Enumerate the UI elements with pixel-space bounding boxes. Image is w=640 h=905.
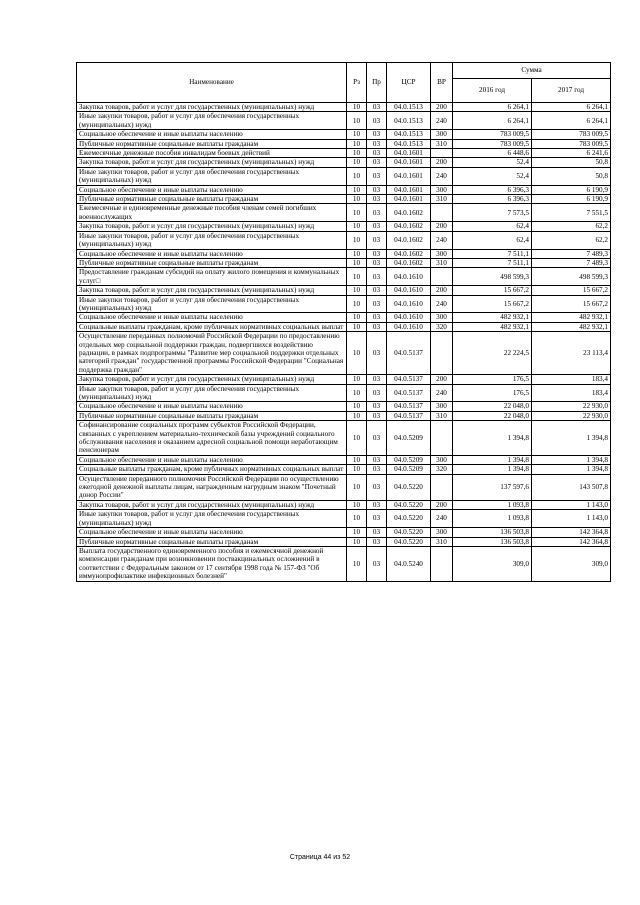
table-body [77, 103, 611, 582]
cell-pr: 03 [367, 286, 387, 295]
cell-vr: 240 [431, 384, 453, 402]
cell-sum-2017: 23 113,4 [532, 332, 611, 375]
cell-rz: 10 [347, 231, 367, 249]
cell-pr: 03 [367, 112, 387, 130]
cell-sum-2017: 15 667,2 [532, 286, 611, 295]
cell-csr: 04.0.1602 [387, 249, 431, 258]
header-sum: Сумма [453, 63, 611, 79]
table-row [77, 465, 611, 474]
cell-rz: 10 [347, 465, 367, 474]
cell-sum-2017: 6 264,1 [532, 103, 611, 112]
table-row [77, 231, 611, 249]
cell-sum-2017: 783 009,5 [532, 130, 611, 139]
cell-sum-2016: 176,5 [453, 384, 532, 402]
cell-vr [431, 474, 453, 500]
cell-rz: 10 [347, 139, 367, 148]
cell-sum-2016: 22 224,5 [453, 332, 532, 375]
cell-vr [431, 421, 453, 456]
cell-vr: 310 [431, 258, 453, 267]
cell-rz: 10 [347, 158, 367, 167]
cell-vr: 200 [431, 500, 453, 509]
cell-pr: 03 [367, 149, 387, 158]
cell-vr: 200 [431, 286, 453, 295]
cell-csr: 04.0.1513 [387, 130, 431, 139]
cell-pr: 03 [367, 375, 387, 384]
cell-name: Осуществление переданных полномочий Российской Федерации по предоставлению отдельных мер социальной поддержки граждан, подвергшихся воздействию радиации, в рамках подпрограммы "Развитие мер социальной поддержки отдельных категорий граждан" государственной программы Российской Федерации "Социальная поддержка граждан" [77, 332, 347, 375]
header-name: Наименование [77, 63, 347, 103]
cell-vr: 240 [431, 510, 453, 528]
header-pr: Пр [367, 63, 387, 103]
cell-sum-2017: 783 009,5 [532, 139, 611, 148]
cell-rz: 10 [347, 222, 367, 231]
table-row [77, 167, 611, 185]
table-row [77, 103, 611, 112]
cell-csr: 04.0.1601 [387, 167, 431, 185]
budget-table [76, 62, 611, 582]
cell-sum-2017: 50,8 [532, 167, 611, 185]
cell-rz: 10 [347, 103, 367, 112]
table-row [77, 411, 611, 420]
cell-name: Закупка товаров, работ и услуг для государственных (муниципальных) нужд [77, 158, 347, 167]
cell-csr: 04.0.5240 [387, 546, 431, 581]
cell-csr: 04.0.1513 [387, 112, 431, 130]
table-row [77, 158, 611, 167]
cell-sum-2016: 176,5 [453, 375, 532, 384]
cell-sum-2017: 6 264,1 [532, 112, 611, 130]
cell-name: Публичные нормативные социальные выплаты гражданам [77, 195, 347, 204]
cell-sum-2016: 22 048,0 [453, 411, 532, 420]
cell-csr: 04.0.1610 [387, 322, 431, 331]
cell-rz: 10 [347, 510, 367, 528]
cell-sum-2016: 482 932,1 [453, 313, 532, 322]
cell-csr: 04.0.1602 [387, 204, 431, 222]
cell-pr: 03 [367, 268, 387, 286]
cell-rz: 10 [347, 375, 367, 384]
cell-name: Социальное обеспечение и иные выплаты населению [77, 455, 347, 464]
cell-csr: 04.0.1601 [387, 158, 431, 167]
cell-sum-2017: 482 932,1 [532, 322, 611, 331]
cell-sum-2017: 142 364,8 [532, 528, 611, 537]
cell-rz: 10 [347, 384, 367, 402]
table-row [77, 139, 611, 148]
cell-sum-2017: 498 599,3 [532, 268, 611, 286]
cell-name: Закупка товаров, работ и услуг для государственных (муниципальных) нужд [77, 500, 347, 509]
cell-sum-2017: 62,2 [532, 231, 611, 249]
cell-csr: 04.0.1610 [387, 268, 431, 286]
cell-sum-2017: 7 489,3 [532, 258, 611, 267]
cell-vr: 300 [431, 185, 453, 194]
table-row [77, 322, 611, 331]
cell-rz: 10 [347, 402, 367, 411]
cell-rz: 10 [347, 528, 367, 537]
cell-sum-2016: 6 264,1 [453, 103, 532, 112]
cell-sum-2017: 1 394,8 [532, 421, 611, 456]
cell-rz: 10 [347, 130, 367, 139]
table-row [77, 112, 611, 130]
cell-sum-2017: 7 489,3 [532, 249, 611, 258]
cell-sum-2017: 183,4 [532, 375, 611, 384]
table-row [77, 313, 611, 322]
cell-csr: 04.0.1601 [387, 195, 431, 204]
cell-sum-2017: 50,8 [532, 158, 611, 167]
header-csr: ЦСР [387, 63, 431, 103]
cell-vr: 240 [431, 295, 453, 313]
cell-rz: 10 [347, 149, 367, 158]
cell-pr: 03 [367, 474, 387, 500]
cell-vr: 300 [431, 455, 453, 464]
cell-sum-2017: 1 143,0 [532, 500, 611, 509]
cell-rz: 10 [347, 268, 367, 286]
cell-sum-2016: 7 511,1 [453, 258, 532, 267]
cell-sum-2017: 62,2 [532, 222, 611, 231]
cell-rz: 10 [347, 195, 367, 204]
table-row [77, 546, 611, 581]
cell-sum-2016: 6 264,1 [453, 112, 532, 130]
cell-rz: 10 [347, 332, 367, 375]
cell-rz: 10 [347, 411, 367, 420]
cell-sum-2016: 52,4 [453, 167, 532, 185]
cell-vr: 310 [431, 537, 453, 546]
cell-csr: 04.0.5220 [387, 528, 431, 537]
cell-vr: 300 [431, 402, 453, 411]
cell-csr: 04.0.5209 [387, 455, 431, 464]
cell-sum-2016: 137 597,6 [453, 474, 532, 500]
cell-vr: 320 [431, 322, 453, 331]
cell-csr: 04.0.1610 [387, 286, 431, 295]
cell-csr: 04.0.5209 [387, 421, 431, 456]
header-rz: Рз [347, 63, 367, 103]
cell-name: Иные закупки товаров, работ и услуг для обеспечения государственных (муниципальных) нужд [77, 384, 347, 402]
header-year-2017: 2017 год [532, 79, 611, 103]
cell-csr: 04.0.1601 [387, 149, 431, 158]
cell-vr: 320 [431, 465, 453, 474]
cell-rz: 10 [347, 249, 367, 258]
cell-name: Ежемесячные денежные пособия инвалидам боевых действий [77, 149, 347, 158]
cell-pr: 03 [367, 103, 387, 112]
cell-sum-2017: 15 667,2 [532, 295, 611, 313]
cell-sum-2017: 1 394,8 [532, 455, 611, 464]
cell-name: Иные закупки товаров, работ и услуг для обеспечения государственных (муниципальных) нужд [77, 510, 347, 528]
cell-rz: 10 [347, 185, 367, 194]
cell-csr: 04.0.1602 [387, 231, 431, 249]
cell-vr: 200 [431, 103, 453, 112]
page-footer: Страница 44 из 52 [289, 854, 351, 861]
cell-pr: 03 [367, 295, 387, 313]
cell-name: Ежемесячные и единовременные денежные пособия членам семей погибших военнослужащих [77, 204, 347, 222]
cell-rz: 10 [347, 313, 367, 322]
cell-sum-2016: 15 667,2 [453, 295, 532, 313]
cell-sum-2016: 7 573,5 [453, 204, 532, 222]
cell-vr: 240 [431, 231, 453, 249]
cell-vr: 310 [431, 411, 453, 420]
cell-vr: 200 [431, 158, 453, 167]
cell-sum-2017: 1 394,8 [532, 465, 611, 474]
cell-name: Публичные нормативные социальные выплаты гражданам [77, 139, 347, 148]
cell-rz: 10 [347, 537, 367, 546]
cell-name: Социальное обеспечение и иные выплаты населению [77, 130, 347, 139]
cell-sum-2017: 22 930,0 [532, 402, 611, 411]
cell-name: Выплата государственного единовременного пособия и ежемесячной денежной компенсации гражданам при возникновении поствакцинальных осложнений в соответствии с Федеральным законом от 17 сентября 1998 года № 157-ФЗ "Об иммунопрофилактике инфекционных болезней" [77, 546, 347, 581]
cell-csr: 04.0.5220 [387, 537, 431, 546]
table-row [77, 149, 611, 158]
table-row [77, 195, 611, 204]
cell-pr: 03 [367, 528, 387, 537]
table-row [77, 286, 611, 295]
cell-name: Публичные нормативные социальные выплаты гражданам [77, 411, 347, 420]
cell-rz: 10 [347, 500, 367, 509]
cell-csr: 04.0.1513 [387, 103, 431, 112]
cell-sum-2016: 1 394,8 [453, 421, 532, 456]
table-row [77, 474, 611, 500]
cell-vr: 310 [431, 195, 453, 204]
cell-rz: 10 [347, 112, 367, 130]
cell-sum-2016: 136 503,8 [453, 537, 532, 546]
cell-vr: 240 [431, 112, 453, 130]
cell-sum-2016: 52,4 [453, 158, 532, 167]
table-row [77, 402, 611, 411]
table-row [77, 421, 611, 456]
cell-sum-2016: 1 394,8 [453, 465, 532, 474]
cell-csr: 04.0.5137 [387, 375, 431, 384]
table-row [77, 500, 611, 509]
cell-sum-2017: 6 190,9 [532, 185, 611, 194]
cell-rz: 10 [347, 204, 367, 222]
cell-csr: 04.0.1602 [387, 258, 431, 267]
cell-pr: 03 [367, 332, 387, 375]
cell-name: Социальное обеспечение и иные выплаты населению [77, 528, 347, 537]
cell-name: Социальное обеспечение и иные выплаты населению [77, 313, 347, 322]
cell-csr: 04.0.5137 [387, 384, 431, 402]
cell-pr: 03 [367, 139, 387, 148]
cell-csr: 04.0.1610 [387, 313, 431, 322]
cell-name: Публичные нормативные социальные выплаты гражданам [77, 537, 347, 546]
cell-name: Осуществление переданного полномочия Российской Федерации по осуществлению ежегодной денежной выплаты лицам, награжденным нагрудным знаком "Почетный донор России" [77, 474, 347, 500]
cell-pr: 03 [367, 167, 387, 185]
cell-sum-2016: 15 667,2 [453, 286, 532, 295]
cell-sum-2016: 6 396,3 [453, 195, 532, 204]
cell-pr: 03 [367, 455, 387, 464]
cell-vr: 300 [431, 249, 453, 258]
cell-name: Социальные выплаты гражданам, кроме публичных нормативных социальных выплат [77, 322, 347, 331]
cell-pr: 03 [367, 546, 387, 581]
cell-csr: 04.0.1602 [387, 222, 431, 231]
cell-rz: 10 [347, 167, 367, 185]
cell-pr: 03 [367, 130, 387, 139]
cell-vr: 310 [431, 139, 453, 148]
cell-sum-2016: 6 448,6 [453, 149, 532, 158]
cell-pr: 03 [367, 465, 387, 474]
cell-vr: 200 [431, 222, 453, 231]
cell-sum-2016: 62,4 [453, 231, 532, 249]
table-row [77, 455, 611, 464]
cell-name: Иные закупки товаров, работ и услуг для обеспечения государственных (муниципальных) нужд [77, 231, 347, 249]
table-row [77, 528, 611, 537]
cell-rz: 10 [347, 421, 367, 456]
cell-sum-2017: 7 551,5 [532, 204, 611, 222]
cell-sum-2017: 22 930,0 [532, 411, 611, 420]
cell-vr: 300 [431, 130, 453, 139]
table-row [77, 268, 611, 286]
cell-pr: 03 [367, 158, 387, 167]
table-row [77, 185, 611, 194]
cell-name: Закупка товаров, работ и услуг для государственных (муниципальных) нужд [77, 375, 347, 384]
cell-pr: 03 [367, 402, 387, 411]
cell-sum-2016: 7 511,1 [453, 249, 532, 258]
cell-pr: 03 [367, 185, 387, 194]
cell-pr: 03 [367, 195, 387, 204]
cell-pr: 03 [367, 313, 387, 322]
cell-pr: 03 [367, 231, 387, 249]
cell-csr: 04.0.1513 [387, 139, 431, 148]
cell-csr: 04.0.1610 [387, 295, 431, 313]
cell-sum-2017: 6 190,9 [532, 195, 611, 204]
cell-sum-2016: 1 394,8 [453, 455, 532, 464]
table-row [77, 204, 611, 222]
cell-pr: 03 [367, 249, 387, 258]
cell-csr: 04.0.5220 [387, 510, 431, 528]
cell-rz: 10 [347, 295, 367, 313]
cell-pr: 03 [367, 510, 387, 528]
cell-csr: 04.0.1601 [387, 185, 431, 194]
cell-sum-2017: 142 364,8 [532, 537, 611, 546]
table-row [77, 295, 611, 313]
cell-vr [431, 332, 453, 375]
cell-sum-2016: 498 599,3 [453, 268, 532, 286]
cell-sum-2016: 309,0 [453, 546, 532, 581]
cell-pr: 03 [367, 258, 387, 267]
cell-name: Социальное обеспечение и иные выплаты населению [77, 185, 347, 194]
cell-vr: 200 [431, 375, 453, 384]
cell-vr [431, 204, 453, 222]
cell-sum-2017: 6 241,6 [532, 149, 611, 158]
cell-vr: 240 [431, 167, 453, 185]
cell-csr: 04.0.5137 [387, 411, 431, 420]
cell-vr: 300 [431, 528, 453, 537]
table-row [77, 510, 611, 528]
cell-sum-2017: 143 507,8 [532, 474, 611, 500]
cell-vr [431, 149, 453, 158]
cell-name: Закупка товаров, работ и услуг для государственных (муниципальных) нужд [77, 103, 347, 112]
cell-csr: 04.0.5220 [387, 500, 431, 509]
cell-sum-2016: 783 009,5 [453, 139, 532, 148]
cell-pr: 03 [367, 384, 387, 402]
cell-name: Иные закупки товаров, работ и услуг для обеспечения государственных (муниципальных) нужд [77, 167, 347, 185]
table-row [77, 384, 611, 402]
cell-csr: 04.0.5209 [387, 465, 431, 474]
table-row [77, 258, 611, 267]
header-year-2016: 2016 год [453, 79, 532, 103]
cell-pr: 03 [367, 537, 387, 546]
cell-vr: 300 [431, 313, 453, 322]
cell-rz: 10 [347, 322, 367, 331]
cell-rz: 10 [347, 286, 367, 295]
cell-pr: 03 [367, 222, 387, 231]
cell-sum-2017: 309,0 [532, 546, 611, 581]
cell-name: Закупка товаров, работ и услуг для государственных (муниципальных) нужд [77, 222, 347, 231]
cell-vr [431, 268, 453, 286]
cell-csr: 04.0.5137 [387, 332, 431, 375]
cell-rz: 10 [347, 258, 367, 267]
cell-vr [431, 546, 453, 581]
cell-name: Социальные выплаты гражданам, кроме публичных нормативных социальных выплат [77, 465, 347, 474]
cell-name: Публичные нормативные социальные выплаты гражданам [77, 258, 347, 267]
cell-sum-2016: 1 093,8 [453, 500, 532, 509]
table-row [77, 222, 611, 231]
cell-pr: 03 [367, 322, 387, 331]
cell-name: Иные закупки товаров, работ и услуг для обеспечения государственных (муниципальных) нужд [77, 295, 347, 313]
cell-sum-2016: 783 009,5 [453, 130, 532, 139]
cell-pr: 03 [367, 204, 387, 222]
cell-name: Закупка товаров, работ и услуг для государственных (муниципальных) нужд [77, 286, 347, 295]
cell-sum-2016: 482 932,1 [453, 322, 532, 331]
cell-sum-2016: 22 048,0 [453, 402, 532, 411]
cell-rz: 10 [347, 546, 367, 581]
cell-pr: 03 [367, 421, 387, 456]
cell-pr: 03 [367, 411, 387, 420]
cell-rz: 10 [347, 474, 367, 500]
cell-sum-2016: 136 503,8 [453, 528, 532, 537]
cell-csr: 04.0.5220 [387, 474, 431, 500]
cell-sum-2016: 1 093,8 [453, 510, 532, 528]
table-row [77, 332, 611, 375]
table-row [77, 375, 611, 384]
table-row [77, 249, 611, 258]
cell-name: Социальное обеспечение и иные выплаты населению [77, 402, 347, 411]
cell-csr: 04.0.5137 [387, 402, 431, 411]
cell-name: Предоставление гражданам субсидий на оплату жилого помещения и коммунальных услуг□ [77, 268, 347, 286]
cell-name: Социальное обеспечение и иные выплаты населению [77, 249, 347, 258]
cell-name: Иные закупки товаров, работ и услуг для обеспечения государственных (муниципальных) нужд [77, 112, 347, 130]
cell-pr: 03 [367, 500, 387, 509]
table-row [77, 537, 611, 546]
cell-sum-2017: 1 143,0 [532, 510, 611, 528]
table-row [77, 130, 611, 139]
cell-sum-2016: 62,4 [453, 222, 532, 231]
header-vr: ВР [431, 63, 453, 103]
cell-name: Софинансирование социальных программ субъектов Российской Федерации, связанных с укреплением материально-технической базы учреждений социального обслуживания населения и оказанием адресной социальной помощи неработающим пенсионерам [77, 421, 347, 456]
cell-rz: 10 [347, 455, 367, 464]
cell-sum-2017: 482 932,1 [532, 313, 611, 322]
cell-sum-2017: 183,4 [532, 384, 611, 402]
cell-sum-2016: 6 396,3 [453, 185, 532, 194]
